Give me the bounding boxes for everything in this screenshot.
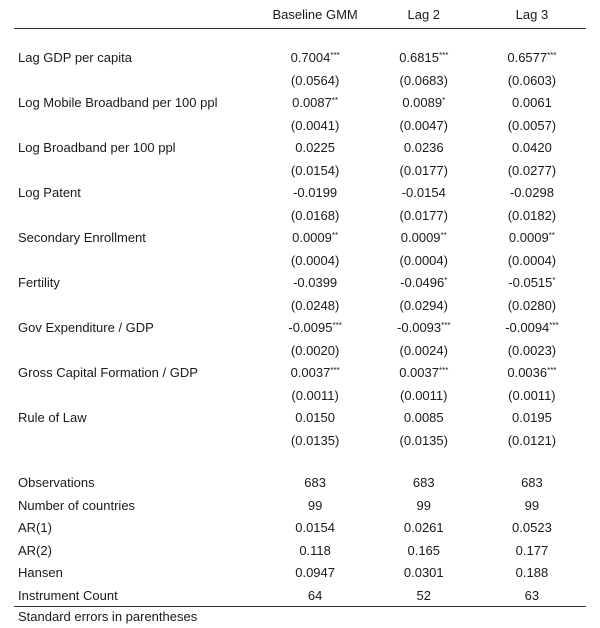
variable-label-value: Secondary Enrollment: [18, 230, 146, 246]
coefficient-row: [14, 182, 586, 205]
stat-value: [261, 584, 370, 607]
coefficient-estimate-value: 0.0085: [403, 410, 444, 426]
stat-value: [478, 562, 586, 585]
coefficient-estimate-value: -0.0496: [400, 275, 445, 291]
blank-label: [14, 339, 261, 362]
coefficient-estimate-value: 0.7004: [290, 50, 331, 66]
standard-error: [478, 429, 586, 452]
stats-body: [14, 452, 586, 607]
stat-value: [261, 562, 370, 585]
variable-label-value: Log Mobile Broadband per 100 ppl: [18, 95, 218, 111]
regression-table: [14, 0, 586, 607]
standard-error-value: (0.0168): [290, 207, 340, 223]
coefficient-estimate: [478, 407, 586, 430]
significance-stars: ***: [330, 51, 340, 61]
coefficient-estimate: [261, 137, 370, 160]
variable-label: [14, 137, 261, 160]
coefficient-estimate-value: 0.0009: [292, 230, 332, 246]
standard-error: [478, 159, 586, 182]
coefficient-estimate: [478, 182, 586, 205]
stat-row: [14, 517, 586, 540]
stat-row: [14, 494, 586, 517]
stat-label: [14, 517, 261, 540]
standard-error-value: (0.0564): [290, 72, 340, 88]
significance-stars: ***: [547, 51, 557, 61]
standard-error-value: (0.0603): [507, 72, 557, 88]
stat-value: [370, 517, 478, 540]
coefficient-estimate-value: 0.0195: [512, 410, 552, 426]
header-lag-3: Lag 3: [478, 0, 586, 29]
standard-error-row: [14, 114, 586, 137]
standard-error: [478, 294, 586, 317]
significance-stars: **: [331, 96, 339, 106]
standard-error: [370, 159, 478, 182]
coefficient-estimate-value: 0.0236: [403, 140, 444, 156]
stat-value-value: 99: [307, 497, 323, 513]
standard-error-value: (0.0177): [399, 207, 448, 223]
significance-stars: *: [444, 276, 448, 286]
standard-error-row: [14, 429, 586, 452]
significance-stars: *: [442, 96, 446, 106]
coefficient-row: [14, 137, 586, 160]
standard-error: [478, 69, 586, 92]
stat-value-value: 52: [416, 587, 431, 603]
coefficient-estimate-value: 0.6577: [507, 50, 548, 66]
coefficient-estimate-value: -0.0515: [508, 275, 553, 291]
stat-label-value: AR(2): [18, 542, 52, 558]
standard-error: [370, 339, 478, 362]
variable-label-value: Fertility: [18, 275, 60, 291]
standard-error-value: (0.0248): [290, 297, 340, 313]
standard-error-value: (0.0121): [507, 432, 557, 448]
stat-value: [478, 472, 586, 495]
standard-error-row: [14, 249, 586, 272]
standard-error: [261, 249, 370, 272]
coefficient-row: [14, 92, 586, 115]
stat-label-value: Hansen: [18, 565, 63, 581]
stat-value: [370, 539, 478, 562]
stat-label-value: Instrument Count: [18, 587, 118, 603]
stat-value-value: 0.0523: [512, 520, 552, 536]
blank-label: [14, 69, 261, 92]
stat-value: [478, 494, 586, 517]
standard-error: [478, 249, 586, 272]
variable-label: [14, 272, 261, 295]
blank-label: [14, 294, 261, 317]
standard-error: [478, 339, 586, 362]
standard-error: [261, 69, 370, 92]
coefficient-estimate: [261, 317, 370, 340]
variable-label-value: Gov Expenditure / GDP: [18, 320, 154, 336]
standard-error: [370, 114, 478, 137]
variable-label-value: Rule of Law: [18, 410, 87, 426]
coefficient-estimate: [478, 137, 586, 160]
significance-stars: ***: [438, 51, 449, 61]
coefficient-estimate: [261, 182, 370, 205]
stat-value-value: 63: [524, 587, 540, 603]
standard-error-value: (0.0154): [290, 162, 340, 178]
standard-error-value: (0.0135): [399, 432, 448, 448]
standard-error: [370, 429, 478, 452]
stat-value: [370, 584, 478, 607]
coefficient-estimate: [370, 47, 478, 70]
standard-error-value: (0.0020): [290, 342, 340, 358]
standard-error-row: [14, 339, 586, 362]
variable-label: [14, 182, 261, 205]
stat-row: [14, 539, 586, 562]
coefficient-estimate: [261, 227, 370, 250]
stat-value-value: 0.165: [407, 542, 441, 558]
stat-value-value: 683: [521, 475, 543, 491]
coefficient-estimate-value: -0.0154: [401, 185, 446, 201]
header-blank: [14, 0, 261, 29]
variable-label-value: Log Broadband per 100 ppl: [18, 140, 176, 156]
significance-stars: ***: [332, 321, 342, 331]
standard-error-value: (0.0277): [507, 162, 557, 178]
stat-label-value: AR(1): [18, 520, 52, 536]
standard-error-row: [14, 204, 586, 227]
standard-error: [261, 159, 370, 182]
standard-error: [370, 69, 478, 92]
stat-value-value: 0.177: [515, 542, 549, 558]
significance-stars: **: [440, 231, 447, 241]
coefficient-estimate-value: 0.0225: [295, 140, 335, 156]
standard-error: [261, 384, 370, 407]
significance-stars: ***: [549, 321, 559, 331]
stat-value: [370, 494, 478, 517]
coefficient-estimate-value: -0.0399: [293, 275, 338, 291]
standard-error-value: (0.0135): [290, 432, 340, 448]
coefficient-estimate-value: -0.0095: [288, 320, 333, 336]
coefficient-estimate-value: 0.0087: [292, 95, 332, 111]
stat-value: [261, 472, 370, 495]
standard-error-value: (0.0057): [507, 117, 557, 133]
blank-label: [14, 204, 261, 227]
coefficient-estimate-value: -0.0199: [293, 185, 338, 201]
significance-stars: **: [331, 231, 339, 241]
standard-error-row: [14, 69, 586, 92]
coefficient-estimate: [370, 407, 478, 430]
coefficient-estimate: [478, 362, 586, 385]
standard-error-value: (0.0004): [290, 252, 340, 268]
standard-error-value: (0.0177): [399, 162, 448, 178]
coefficient-estimate: [370, 137, 478, 160]
stat-value: [478, 517, 586, 540]
variable-label: [14, 317, 261, 340]
coefficient-row: [14, 272, 586, 295]
standard-error-value: (0.0004): [507, 252, 557, 268]
standard-error-value: (0.0683): [399, 72, 448, 88]
blank-label: [14, 114, 261, 137]
stat-value-value: 99: [416, 497, 431, 513]
coefficient-estimate: [261, 47, 370, 70]
coefficient-estimate: [478, 227, 586, 250]
coefficient-estimate-value: 0.0037: [399, 365, 439, 381]
standard-error-value: (0.0011): [508, 387, 556, 403]
coefficient-estimate-value: 0.0420: [512, 140, 552, 156]
stat-value: [261, 494, 370, 517]
coefficient-estimate: [478, 272, 586, 295]
standard-error: [478, 204, 586, 227]
spacer-row: [14, 29, 586, 47]
standard-error: [261, 339, 370, 362]
coefficient-estimate: [370, 92, 478, 115]
significance-stars: **: [548, 231, 555, 241]
significance-stars: ***: [438, 366, 449, 376]
stat-value-value: 0.0261: [403, 520, 444, 536]
variable-label-value: Gross Capital Formation / GDP: [18, 365, 198, 381]
stat-value-value: 64: [307, 587, 323, 603]
coefficient-row: [14, 227, 586, 250]
stat-row: [14, 562, 586, 585]
standard-error-value: (0.0023): [507, 342, 557, 358]
standard-error-value: (0.0024): [399, 342, 448, 358]
coefficient-estimate-value: -0.0298: [509, 185, 554, 201]
stat-value: [261, 517, 370, 540]
stat-value: [370, 472, 478, 495]
standard-error-value: (0.0294): [399, 297, 448, 313]
coefficient-estimate-value: 0.0150: [295, 410, 335, 426]
standard-error-row: [14, 384, 586, 407]
coefficient-row: [14, 362, 586, 385]
standard-error: [261, 294, 370, 317]
coefficient-estimate-value: 0.0009: [508, 230, 549, 246]
stat-value-value: 0.188: [515, 565, 549, 581]
stat-row: [14, 472, 586, 495]
coefficient-estimate: [370, 317, 478, 340]
blank-label: [14, 159, 261, 182]
standard-error-value: (0.0011): [291, 387, 339, 403]
variable-label-value: Lag GDP per capita: [18, 50, 132, 66]
coefficient-estimate-value: 0.0089: [402, 95, 443, 111]
stat-value: [370, 562, 478, 585]
coefficient-body: [14, 29, 586, 452]
stat-row: [14, 584, 586, 607]
variable-label: [14, 227, 261, 250]
standard-error: [370, 204, 478, 227]
standard-error: [370, 249, 478, 272]
stat-value-value: 0.0301: [403, 565, 444, 581]
stat-value: [478, 584, 586, 607]
stat-label: [14, 494, 261, 517]
standard-error: [370, 294, 478, 317]
coefficient-estimate: [370, 272, 478, 295]
coefficient-row: [14, 47, 586, 70]
coefficient-estimate: [478, 47, 586, 70]
stat-value: [478, 539, 586, 562]
stat-label: [14, 539, 261, 562]
table-header-row: [14, 0, 586, 29]
coefficient-estimate: [370, 182, 478, 205]
coefficient-row: [14, 317, 586, 340]
coefficient-estimate-value: 0.0036: [507, 365, 548, 381]
significance-stars: ***: [547, 366, 557, 376]
blank-label: [14, 384, 261, 407]
variable-label: [14, 362, 261, 385]
standard-error: [478, 384, 586, 407]
coefficient-row: [14, 407, 586, 430]
stat-value-value: 683: [412, 475, 435, 491]
stat-label-value: Number of countries: [18, 497, 136, 513]
coefficient-estimate: [370, 362, 478, 385]
coefficient-estimate-value: 0.0009: [400, 230, 441, 246]
spacer-row: [14, 452, 586, 472]
stat-label-value: Observations: [18, 475, 95, 491]
coefficient-estimate-value: 0.0061: [512, 95, 552, 111]
standard-error: [261, 114, 370, 137]
variable-label: [14, 92, 261, 115]
standard-error: [261, 429, 370, 452]
stat-value: [261, 539, 370, 562]
coefficient-estimate: [478, 92, 586, 115]
significance-stars: ***: [330, 366, 340, 376]
coefficient-estimate-value: 0.0037: [290, 365, 331, 381]
standard-error: [261, 204, 370, 227]
standard-error-value: (0.0280): [507, 297, 557, 313]
stat-label: [14, 562, 261, 585]
header-baseline-gmm: Baseline GMM: [261, 0, 370, 29]
blank-label: [14, 249, 261, 272]
table-note: Standard errors in parentheses: [18, 609, 198, 624]
coefficient-estimate-value: -0.0094: [505, 320, 550, 336]
significance-stars: ***: [441, 321, 451, 331]
variable-label: [14, 407, 261, 430]
standard-error-value: (0.0041): [290, 117, 340, 133]
standard-error-value: (0.0047): [399, 117, 448, 133]
coefficient-estimate-value: 0.6815: [399, 50, 439, 66]
coefficient-estimate: [261, 362, 370, 385]
standard-error-value: (0.0011): [400, 387, 448, 403]
blank-label: [14, 429, 261, 452]
standard-error-row: [14, 159, 586, 182]
coefficient-estimate: [370, 227, 478, 250]
stat-value-value: 0.0154: [295, 520, 335, 536]
coefficient-estimate-value: -0.0093: [397, 320, 442, 336]
stat-label: [14, 584, 261, 607]
coefficient-estimate: [261, 407, 370, 430]
variable-label-value: Log Patent: [18, 185, 81, 201]
standard-error: [478, 114, 586, 137]
header-lag-2: Lag 2: [370, 0, 478, 29]
standard-error-value: (0.0004): [399, 252, 448, 268]
coefficient-estimate: [261, 92, 370, 115]
stat-value-value: 0.0947: [295, 565, 335, 581]
stat-value-value: 99: [524, 497, 540, 513]
stat-label: [14, 472, 261, 495]
significance-stars: *: [552, 276, 556, 286]
standard-error: [370, 384, 478, 407]
coefficient-estimate: [261, 272, 370, 295]
variable-label: [14, 47, 261, 70]
standard-error-value: (0.0182): [507, 207, 557, 223]
stat-value-value: 683: [304, 475, 326, 491]
coefficient-estimate: [478, 317, 586, 340]
standard-error-row: [14, 294, 586, 317]
stat-value-value: 0.118: [299, 542, 331, 558]
